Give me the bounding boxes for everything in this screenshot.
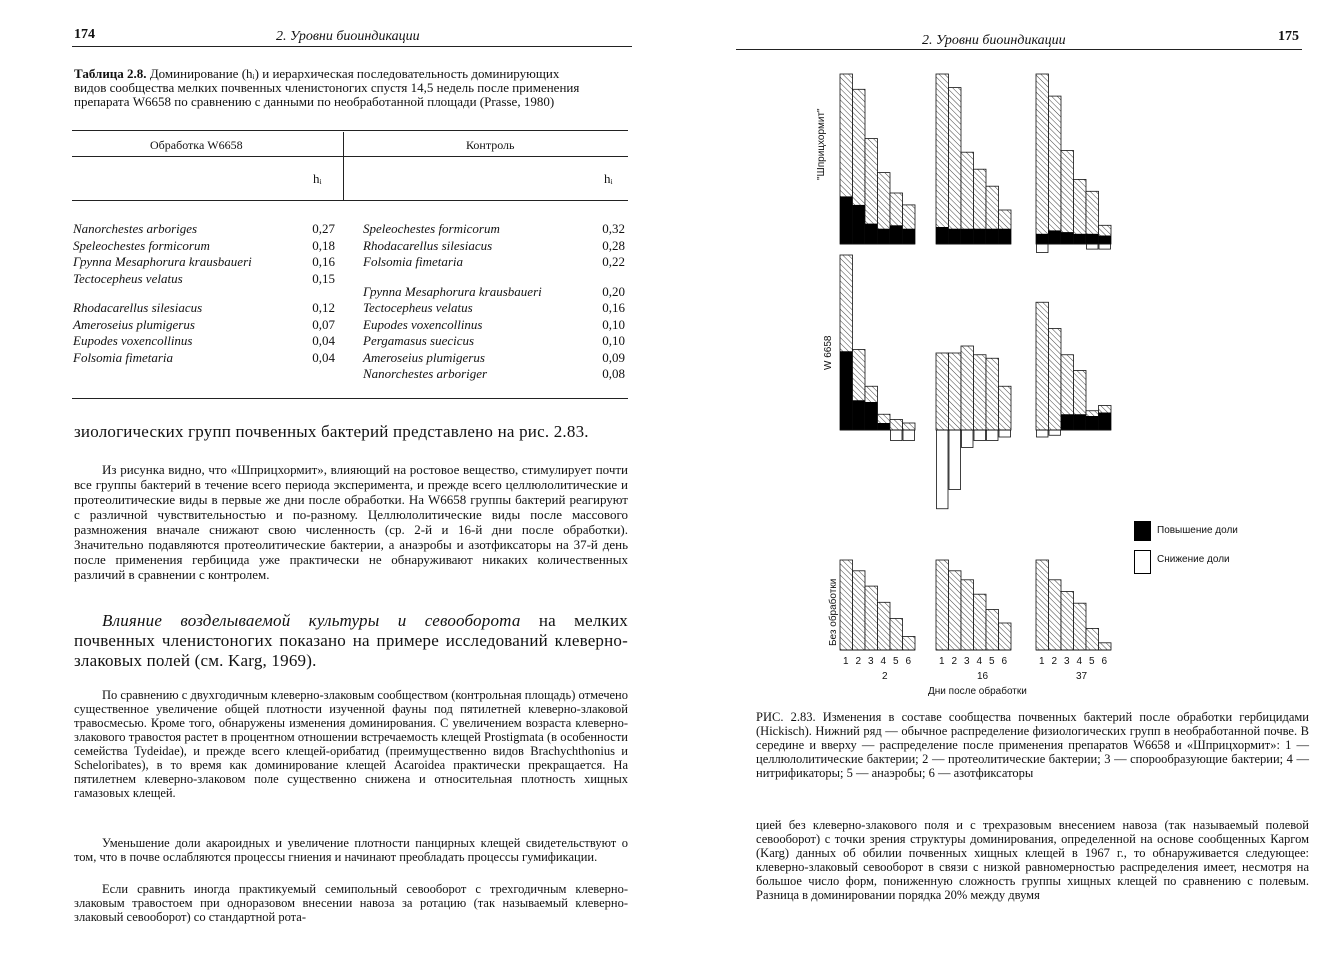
species-name: Eupodes voxencollinus (363, 316, 483, 332)
bar-increase-segment (878, 229, 891, 244)
bar (961, 346, 974, 430)
bar (840, 560, 853, 650)
bar (986, 610, 999, 651)
bar (986, 358, 999, 430)
bar (936, 74, 949, 244)
table-row (72, 221, 336, 238)
tick-label: 4 (976, 656, 983, 667)
bar (903, 637, 916, 651)
species-name: Ameroseius plumigerus (73, 316, 195, 332)
figure-caption-label: РИС. 2.83. (756, 710, 816, 724)
table-row (362, 254, 626, 284)
running-header-left: 2. Уровни биоиндикации (276, 29, 420, 44)
bar-increase-segment (865, 402, 878, 430)
hi-value: 0,08 (602, 366, 625, 381)
day-label: 37 (1076, 671, 1088, 682)
bar (949, 88, 962, 244)
tick-label: 1 (843, 656, 849, 667)
table-row (72, 254, 336, 271)
paragraph-continued: зиологических групп почвенных бактерий представлено на рис. 2.83. (74, 422, 589, 441)
hi-value: 0,10 (602, 333, 625, 348)
bar (1099, 643, 1112, 650)
paragraph-acaroid: Уменьшение доли акароидных и увеличение плотности панцирных клещей свидетельствуют о том, что в почве ослабляются процессы гниения и начинают преобладать процессы гумификации. (74, 836, 628, 864)
bar-decrease-segment (974, 430, 986, 441)
bar (949, 571, 962, 650)
table-row (362, 284, 626, 301)
table-caption-label: Таблица 2.8. (74, 66, 147, 81)
species-name: Rhodacarellus silesiacus (363, 237, 493, 253)
bar (853, 571, 866, 650)
bar (878, 602, 891, 650)
x-axis-label: Дни после обработки (928, 686, 1027, 697)
bacteria-figure (800, 60, 1140, 700)
table-treated (72, 221, 336, 366)
hi-value: 0,10 (602, 316, 625, 332)
bar-increase-segment (1086, 234, 1099, 244)
hi-value: 0,32 (602, 221, 625, 236)
bar-increase-segment (974, 229, 987, 244)
tick-label: 6 (1101, 656, 1108, 667)
header-rule-left (72, 46, 632, 47)
hi-value: 0,22 (602, 254, 625, 269)
bar (1036, 302, 1049, 430)
bar-increase-segment (1061, 414, 1074, 430)
table-bottom-rule (72, 398, 628, 399)
table-row (362, 317, 626, 334)
paragraph-right-body: цией без клеверно-злакового поля и с трехразовым внесением навоза (так называемый полевой севооборот) с точки зрения структуры доминирования, определенной на основе сообщенных Каргом (Karg) данных об обилии почвенных хищных клещей в 1967 г., то обнаруживается следующее: клеверно-злаковый севооборот в связи с низкой равномерностью распределения имеет, несмотря на большое число форм, пониженную сложность группы хищных клещей по сравнению с полевым. Разница в доминировании порядка 20% между двумя (756, 818, 1309, 902)
tick-label: 6 (1001, 656, 1008, 667)
section-italic-lead: Влияние возделываемой культуры и севооборота (102, 611, 521, 630)
table-col-divider (343, 132, 344, 200)
bar-increase-segment (949, 229, 962, 244)
tick-label: 1 (939, 656, 945, 667)
bar-increase-segment (1061, 232, 1074, 244)
page-number-right: 175 (1278, 29, 1299, 44)
bar (1074, 603, 1087, 650)
tick-label: 3 (868, 656, 874, 667)
page-number-left: 174 (74, 27, 95, 42)
bar-decrease-segment (962, 430, 974, 448)
table-caption-text: Доминирование (hᵢ) и иерархическая последовательность доминирующих видов сообщества мелких почвенных членистоногих спустя 14,5 недель после применения препарата W6658 по сравнению с данными по необработанной площади (Prasse, 1980) (74, 66, 580, 109)
table-header-treated: Обработка W6658 (150, 138, 243, 152)
hi-value: 0,27 (312, 221, 335, 236)
hi-value: 0,04 (312, 333, 335, 348)
bar (1049, 580, 1062, 650)
legend-label-increase: Повышение доли (1157, 525, 1238, 536)
bar (936, 560, 949, 650)
paragraph-results: Из рисунка видно, что «Шприцхормит», влияющий на ростовое вещество, стимулирует почти все группы бактерий в течение всего периода эксперимента, и прежде всего целлюлолитические и протеолитические виды в первые же дни после обработки. На W6658 группы бактерий реагируют с различной чувствительностью и по-разному. Целлюлолитические виды после массового размножения вначале снижают свою численность (ср. 2-й и 16-й дни после обработки). Значительно подавляются протеолитические бактерии, а анаэробы и азотфиксаторы на 37-й день после применения гербицида уже практически не обнаруживают никаких количественных различий в сравнении с контролем. (74, 462, 628, 582)
species-name: Ameroseius plumigerus (363, 349, 485, 365)
bar-increase-segment (986, 229, 999, 244)
tick-label: 2 (855, 656, 862, 667)
table-row (72, 317, 336, 334)
bar (974, 594, 987, 650)
table-row (72, 333, 336, 350)
bar (1036, 560, 1049, 650)
bar-decrease-segment (937, 430, 949, 509)
table-header-control: Контроль (466, 138, 515, 152)
bar-decrease-segment (1037, 244, 1049, 253)
bar (890, 420, 903, 431)
bar-increase-segment (961, 229, 974, 244)
hi-value: 0,20 (602, 283, 625, 299)
species-name: Speleochestes formicorum (73, 237, 210, 253)
bar (1086, 628, 1099, 650)
tick-label: 6 (905, 656, 912, 667)
tick-label: 3 (964, 656, 970, 667)
hi-value: 0,16 (602, 300, 625, 315)
bar-increase-segment (840, 351, 853, 430)
bar (1061, 151, 1074, 245)
bar-decrease-segment (1099, 244, 1111, 249)
bar (1036, 74, 1049, 244)
hi-value: 0,16 (312, 254, 335, 269)
row-label-untreated: Без обработки (828, 578, 839, 646)
bar-increase-segment (865, 224, 878, 244)
legend-swatch-decrease (1134, 550, 1151, 574)
bar (974, 355, 987, 430)
species-name: Tectocepheus velatus (73, 270, 183, 286)
bar-increase-segment (890, 225, 903, 244)
bar-increase-segment (1086, 416, 1099, 430)
bar-decrease-segment (949, 430, 961, 490)
bar (903, 423, 916, 430)
bar-decrease-segment (987, 430, 999, 441)
row-label-w6658: W 6658 (823, 335, 834, 370)
bar (890, 619, 903, 651)
bar-increase-segment (853, 205, 866, 244)
figure-caption-text: Изменения в составе сообщества почвенных бактерий после обработки гербицидами (Hickisch). Нижний ряд — обычное распределение физиологических групп в необработанной почве. В середине и вверху — распределение после применения препаратов W6658 и «Шприцхормит»: 1 — целлюлолитические бактерии; 2 — протеолитические бактерии; 3 — спорообразующие бактерии; 4 — нитрификаторы; 5 — анаэробы; 6 — азотфиксаторы (756, 710, 1309, 780)
table-row (72, 300, 336, 317)
bar-increase-segment (1074, 414, 1087, 430)
bar-increase-segment (903, 229, 916, 244)
tick-label: 5 (1089, 656, 1095, 667)
hi-value: 0,09 (602, 349, 625, 365)
bar-decrease-segment (1049, 430, 1061, 435)
table-hi-label-treated: hᵢ (313, 171, 322, 186)
table-row (362, 366, 626, 383)
species-name: Nanorchestes arboriges (73, 221, 198, 236)
tick-label: 4 (880, 656, 887, 667)
paragraph-rotation: Если сравнить иногда практикуемый семипольный севооборот с трехгодичным клеверно-злаковым травостоем при одноразовом внесении навоза за ротацию (так называемый клеверно-злаковый севооборот) со стандартной рота- (74, 882, 628, 924)
table-row (362, 350, 626, 367)
legend-label-decrease: Снижение доли (1157, 554, 1230, 565)
bar-increase-segment (878, 423, 891, 430)
tick-label: 1 (1039, 656, 1045, 667)
bar (865, 586, 878, 650)
section-lead-rest: на мелких почвенных членистоногих показано на примере исследований клеверно-злаковых полей (см. Karg, 1969). (74, 611, 628, 670)
bar-decrease-segment (903, 430, 915, 441)
hi-value: 0,07 (312, 316, 335, 332)
day-label: 16 (977, 671, 989, 682)
table-caption (74, 67, 594, 109)
running-header-right: 2. Уровни биоиндикации (922, 33, 1066, 48)
bar-increase-segment (1074, 234, 1087, 244)
species-name: Folsomia fimetaria (363, 254, 464, 269)
bar (1049, 96, 1062, 244)
species-name: Группа Mesaphorura krausbaueri (73, 254, 252, 269)
bar-increase-segment (1049, 230, 1062, 244)
hi-value: 0,15 (312, 270, 335, 286)
tick-label: 2 (951, 656, 958, 667)
bar-increase-segment (1036, 234, 1049, 244)
table-control (362, 221, 626, 383)
species-name: Nanorchestes arboriger (363, 366, 488, 381)
header-rule-right (736, 49, 1302, 50)
species-name: Folsomia fimetaria (73, 349, 174, 365)
bar-decrease-segment (1037, 430, 1049, 437)
bar-decrease-segment (999, 430, 1011, 437)
hi-value: 0,28 (602, 237, 625, 253)
bar (936, 353, 949, 430)
table-top-rule (72, 130, 628, 131)
bar-increase-segment (999, 229, 1012, 244)
table-row (72, 238, 336, 255)
bar-decrease-segment (1087, 244, 1099, 249)
table-subheader-rule (72, 200, 628, 201)
species-name: Tectocepheus velatus (363, 300, 473, 315)
table-row (72, 271, 336, 301)
species-name: Eupodes voxencollinus (73, 333, 193, 348)
bar (1049, 329, 1062, 431)
hi-value: 0,18 (312, 237, 335, 253)
tick-label: 2 (1051, 656, 1058, 667)
table-header-rule (72, 156, 628, 157)
legend-swatch-increase (1134, 521, 1151, 541)
day-label: 2 (882, 671, 888, 682)
hi-value: 0,12 (312, 300, 335, 315)
figure-caption (756, 710, 1309, 780)
bar-increase-segment (853, 400, 866, 430)
row-label-shprits: "Шприцхормит" (816, 108, 827, 180)
table-hi-label-control: hᵢ (604, 171, 613, 186)
table-row (362, 333, 626, 350)
species-name: Speleochestes formicorum (363, 221, 500, 236)
species-name: Pergamasus suecicus (363, 333, 475, 348)
table-row (362, 238, 626, 255)
bar (999, 623, 1012, 650)
paragraph-section-intro (74, 611, 628, 671)
bar-increase-segment (1099, 236, 1112, 245)
tick-label: 5 (893, 656, 899, 667)
species-name: Rhodacarellus silesiacus (73, 300, 203, 315)
tick-label: 4 (1076, 656, 1083, 667)
bar (949, 353, 962, 430)
table-row (362, 300, 626, 317)
bar (999, 386, 1012, 430)
bar-increase-segment (1099, 413, 1112, 431)
hi-value: 0,04 (312, 349, 335, 365)
bar-decrease-segment (891, 430, 903, 441)
bar-increase-segment (936, 227, 949, 244)
tick-label: 5 (989, 656, 995, 667)
tick-label: 3 (1064, 656, 1070, 667)
table-row (362, 221, 626, 238)
bar (1061, 592, 1074, 651)
bar (961, 580, 974, 650)
paragraph-comparison: По сравнению с двухгодичным клеверно-злаковым сообществом (контрольная площадь) отмечено существенное увеличение общей плотности изученной фауны под пятилетней клеверно-злаковой травосмесью. Кроме того, обнаружены изменения доминирования. С увеличением возраста клеверно-злакового травостоя растет в процентном отношении встречаемость клещей Prostigmata (в особенности семейства Tydeidae), и прежде всего клещей-орибатид (преимущественно видов Brachychthonius и Scheloribates), в то время как доминирование клещей Acaroidea практически прекращается. На пятилетнем клеверно-злаковом поле существенно снижена и относительная плотность хищных гамазовых клещей. (74, 688, 628, 800)
chart-bars (840, 74, 1111, 650)
table-row (72, 350, 336, 367)
bar-increase-segment (840, 196, 853, 244)
species-name: Группа Mesaphorura krausbaueri (363, 283, 542, 299)
